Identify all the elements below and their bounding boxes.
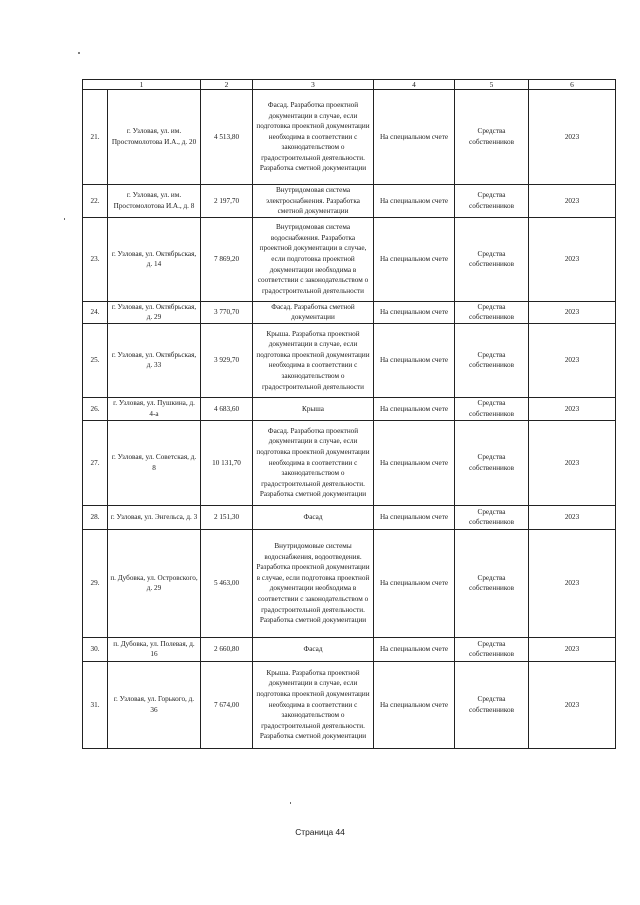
table-row xyxy=(83,323,616,397)
works-cell: Фасад. Разработка проектной документации в случае, если подготовка проектной документации необходима в соответствии с законодательством о градостроительной деятельности. Разработка сметной документации xyxy=(253,420,374,505)
account-cell: На специальном счете xyxy=(374,301,455,323)
address-cell: п. Дубовка, ул. Островского, д. 29 xyxy=(108,529,201,637)
account-cell: На специальном счете xyxy=(374,661,455,748)
funds-cell: Средства собственников xyxy=(455,529,529,637)
row-number: 21. xyxy=(83,90,108,185)
funds-cell: Средства собственников xyxy=(455,397,529,420)
address-cell: г. Узловая, ул. Энгельса, д. 3 xyxy=(108,505,201,529)
funds-cell: Средства собственников xyxy=(455,637,529,661)
account-cell: На специальном счете xyxy=(374,323,455,397)
table-row xyxy=(83,301,616,323)
funds-cell: Средства собственников xyxy=(455,217,529,301)
area-cell: 10 131,70 xyxy=(201,420,253,505)
row-number: 25. xyxy=(83,323,108,397)
area-cell: 7 869,20 xyxy=(201,217,253,301)
area-cell: 2 197,70 xyxy=(201,185,253,218)
row-number: 23. xyxy=(83,217,108,301)
column-number-cell: 5 xyxy=(455,80,529,90)
page-number: Страница 44 xyxy=(295,827,345,837)
row-number: 28. xyxy=(83,505,108,529)
area-cell: 4 683,60 xyxy=(201,397,253,420)
works-cell: Фасад. Разработка проектной документации в случае, если подготовка проектной документации необходима в соответствии с законодательством о градостроительной деятельности. Разработка сметной документации xyxy=(253,90,374,185)
address-cell: г. Узловая, ул. им. Простомолотова И.А., д. 20 xyxy=(108,90,201,185)
address-cell: г. Узловая, ул. им. Простомолотова И.А., д. 8 xyxy=(108,185,201,218)
works-cell: Внутридомовые системы водоснабжения, водоотведения. Разработка проектной документации в случае, если подготовка проектной документации необходима в соответствии с законодательством о градостроительной деятельности. Разработка сметной документации xyxy=(253,529,374,637)
year-cell: 2023 xyxy=(529,420,616,505)
funds-cell: Средства собственников xyxy=(455,301,529,323)
account-cell: На специальном счете xyxy=(374,637,455,661)
year-cell: 2023 xyxy=(529,323,616,397)
works-cell: Фасад xyxy=(253,505,374,529)
column-number-cell: 3 xyxy=(253,80,374,90)
area-cell: 2 151,30 xyxy=(201,505,253,529)
table-row xyxy=(83,637,616,661)
account-cell: На специальном счете xyxy=(374,397,455,420)
year-cell: 2023 xyxy=(529,185,616,218)
row-number: 22. xyxy=(83,185,108,218)
funds-cell: Средства собственников xyxy=(455,185,529,218)
account-cell: На специальном счете xyxy=(374,505,455,529)
funds-cell: Средства собственников xyxy=(455,323,529,397)
table-row xyxy=(83,397,616,420)
works-cell: Крыша. Разработка проектной документации в случае, если подготовка проектной документации необходима в соответствии с законодательством о градостроительной деятельности xyxy=(253,323,374,397)
works-cell: Фасад xyxy=(253,637,374,661)
works-cell: Крыша. Разработка проектной документации в случае, если подготовка проектной документации необходима в соответствии с законодательством о градостроительной деятельности. Разработка сметной документации xyxy=(253,661,374,748)
table-row xyxy=(83,420,616,505)
year-cell: 2023 xyxy=(529,529,616,637)
account-cell: На специальном счете xyxy=(374,420,455,505)
scan-speck xyxy=(78,52,80,54)
account-cell: На специальном счете xyxy=(374,90,455,185)
account-cell: На специальном счете xyxy=(374,185,455,218)
row-number: 31. xyxy=(83,661,108,748)
column-number-cell: 2 xyxy=(201,80,253,90)
year-cell: 2023 xyxy=(529,301,616,323)
account-cell: На специальном счете xyxy=(374,529,455,637)
area-cell: 7 674,00 xyxy=(201,661,253,748)
table-row xyxy=(83,90,616,185)
works-cell: Внутридомовая система электроснабжения. Разработка сметной документации xyxy=(253,185,374,218)
address-cell: г. Узловая, ул. Октябрьская, д. 14 xyxy=(108,217,201,301)
area-cell: 3 929,70 xyxy=(201,323,253,397)
repair-program-table xyxy=(82,79,616,749)
address-cell: г. Узловая, ул. Пушкина, д. 4-а xyxy=(108,397,201,420)
address-cell: п. Дубовка, ул. Полевая, д. 16 xyxy=(108,637,201,661)
column-number-cell: 1 xyxy=(83,80,201,90)
column-number-cell: 6 xyxy=(529,80,616,90)
year-cell: 2023 xyxy=(529,397,616,420)
table-row xyxy=(83,505,616,529)
row-number: 30. xyxy=(83,637,108,661)
table-row xyxy=(83,217,616,301)
table-row xyxy=(83,529,616,637)
area-cell: 4 513,80 xyxy=(201,90,253,185)
address-cell: г. Узловая, ул. Горького, д. 36 xyxy=(108,661,201,748)
year-cell: 2023 xyxy=(529,661,616,748)
address-cell: г. Узловая, ул. Октябрьская, д. 29 xyxy=(108,301,201,323)
address-cell: г. Узловая, ул. Советская, д. 8 xyxy=(108,420,201,505)
row-number: 29. xyxy=(83,529,108,637)
year-cell: 2023 xyxy=(529,505,616,529)
works-cell: Крыша xyxy=(253,397,374,420)
year-cell: 2023 xyxy=(529,217,616,301)
scan-speck xyxy=(64,218,65,220)
funds-cell: Средства собственников xyxy=(455,420,529,505)
area-cell: 2 660,80 xyxy=(201,637,253,661)
works-cell: Фасад. Разработка сметной документации xyxy=(253,301,374,323)
funds-cell: Средства собственников xyxy=(455,90,529,185)
scan-speck xyxy=(290,802,291,804)
year-cell: 2023 xyxy=(529,637,616,661)
row-number: 24. xyxy=(83,301,108,323)
column-number-cell: 4 xyxy=(374,80,455,90)
row-number: 27. xyxy=(83,420,108,505)
column-number-row xyxy=(83,80,616,90)
row-number: 26. xyxy=(83,397,108,420)
year-cell: 2023 xyxy=(529,90,616,185)
table-row xyxy=(83,661,616,748)
area-cell: 5 463,00 xyxy=(201,529,253,637)
address-cell: г. Узловая, ул. Октябрьская, д. 33 xyxy=(108,323,201,397)
table-row xyxy=(83,185,616,218)
works-cell: Внутридомовая система водоснабжения. Разработка проектной документации в случае, если подготовка проектной документации необходима в соответствии с законодательством о градостроительной деятельности xyxy=(253,217,374,301)
funds-cell: Средства собственников xyxy=(455,505,529,529)
account-cell: На специальном счете xyxy=(374,217,455,301)
funds-cell: Средства собственников xyxy=(455,661,529,748)
area-cell: 3 770,70 xyxy=(201,301,253,323)
